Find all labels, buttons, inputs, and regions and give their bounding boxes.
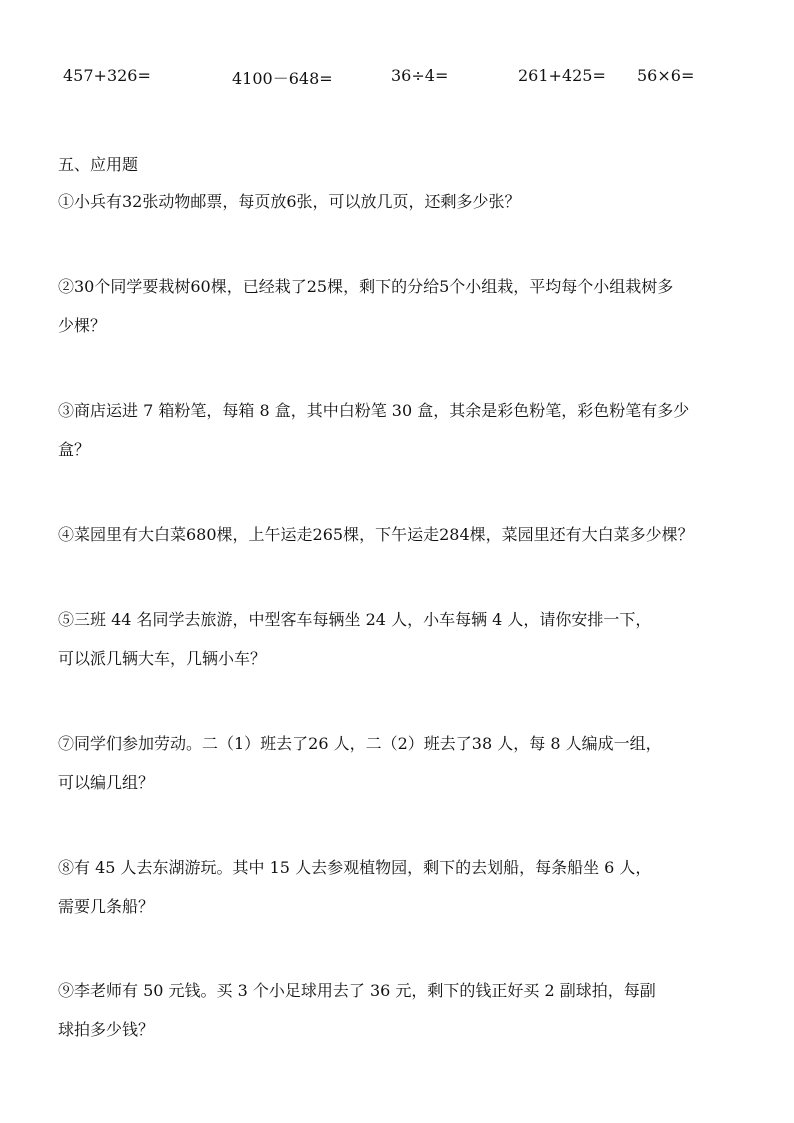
section-title: 五、应用题 [58,155,139,174]
problem-line: ④菜园里有大白菜680棵，上午运走265棵，下午运走284棵，菜园里还有大白菜多少棵？ [58,525,694,544]
word-problem-4 [58,515,744,554]
word-problem-3 [58,391,744,469]
word-problem-5 [58,600,744,678]
word-problem-1 [58,182,744,221]
problem-line: ⑦同学们参加劳动。二（1）班去了26 人，二（2）班去了38 人，每 8 人编成一组， [58,734,662,753]
problem-line: ⑧有 45 人去东湖游玩。其中 15 人去参观植物园，剩下的去划船，每条船坐 6 人， [58,858,652,877]
problem-line: 需要几条船？ [58,897,155,916]
word-problem-8 [58,848,744,926]
problem-line: 少棵？ [58,316,107,335]
calculation-row [0,66,794,90]
calculation-item: 261+425= [518,66,606,85]
problem-line: 可以编几组？ [58,773,155,792]
problem-line: 球拍多少钱？ [58,1020,155,1039]
calculation-item: 56×6= [637,66,695,85]
calculation-item: 36÷4= [391,66,449,85]
problem-line: 可以派几辆大车，几辆小车？ [58,649,267,668]
problem-line: ①小兵有32张动物邮票，每页放6张，可以放几页，还剩多少张？ [58,192,521,211]
problem-line: ⑤三班 44 名同学去旅游，中型客车每辆坐 24 人，小车每辆 4 人，请你安排一下， [58,610,652,629]
word-problem-9 [58,971,744,1049]
problem-line: 盒？ [58,440,91,459]
problem-line: ⑨李老师有 50 元钱。买 3 个小足球用去了 36 元，剩下的钱正好买 2 副球拍，每副 [58,981,656,1000]
word-problem-2 [58,267,744,345]
calculation-item: 4100－648= [232,69,333,88]
calculation-item: 457+326= [63,66,151,85]
problem-line: ③商店运进 7 箱粉笔，每箱 8 盒，其中白粉笔 30 盒，其余是彩色粉笔，彩色粉笔有多少 [58,401,690,420]
word-problem-7 [58,724,744,802]
problem-line: ②30个同学要栽树60棵，已经栽了25棵，剩下的分给5个小组栽，平均每个小组栽树多 [58,277,674,296]
